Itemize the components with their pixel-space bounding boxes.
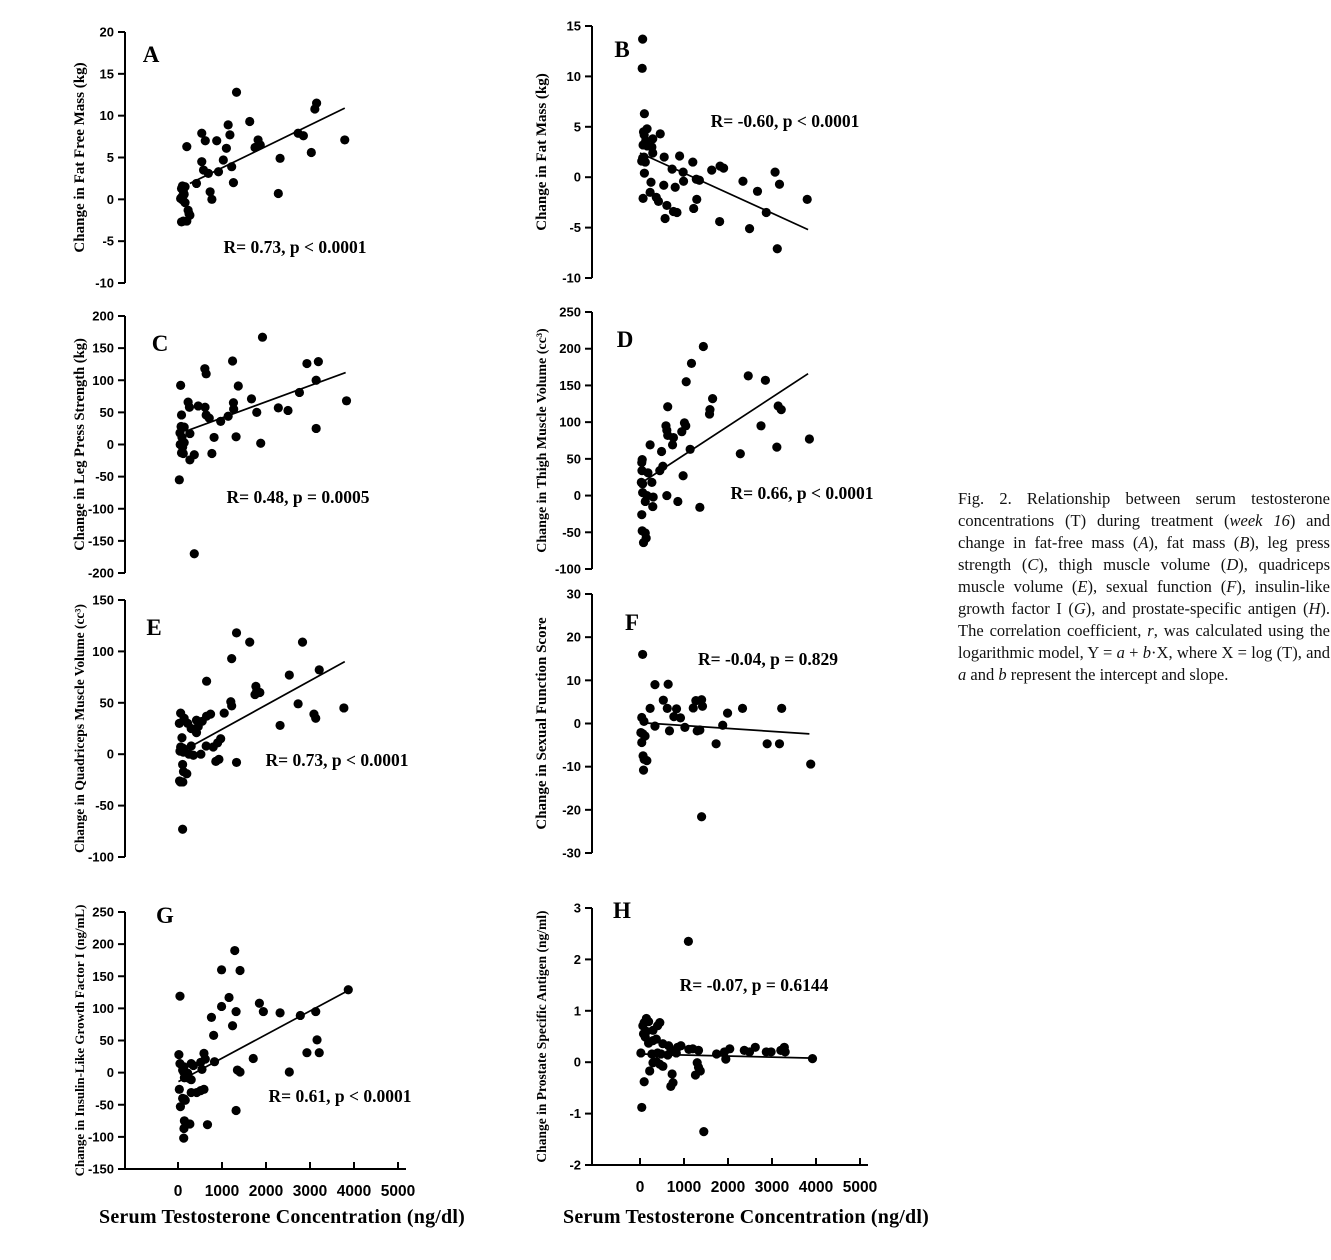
y-tick-label: 10 xyxy=(566,68,581,84)
scatter-panel-G xyxy=(58,875,508,1260)
panel-letter: H xyxy=(613,898,631,923)
y-tick-label: 5 xyxy=(573,119,581,135)
y-tick-label: -1 xyxy=(569,1106,581,1122)
y-axis-title: Change in Sexual Function Score xyxy=(534,617,550,830)
y-tick-label: -10 xyxy=(562,759,581,775)
correlation-annotation: R= 0.73, p < 0.0001 xyxy=(223,237,367,257)
y-tick-label: -20 xyxy=(562,802,581,818)
panel-B-content xyxy=(534,19,859,286)
correlation-annotation: R= -0.07, p = 0.6144 xyxy=(679,975,829,995)
panel-letter: E xyxy=(146,615,162,640)
x-tick-label: 5000 xyxy=(380,1183,416,1200)
y-tick-label: -5 xyxy=(102,233,114,249)
panel-G-content xyxy=(72,903,415,1200)
panel-letter: D xyxy=(616,327,634,352)
panel-A-content xyxy=(72,25,366,291)
panel-letter: G xyxy=(156,903,174,928)
x-tick-label: 4000 xyxy=(798,1179,834,1196)
y-tick-label: 0 xyxy=(106,746,114,762)
data-points xyxy=(637,35,812,254)
x-tick-label: 0 xyxy=(173,1183,183,1200)
y-tick-label: 15 xyxy=(99,66,114,82)
correlation-annotation: R= 0.48, p = 0.0005 xyxy=(226,487,370,507)
y-tick-label: 150 xyxy=(92,968,114,984)
y-tick-label: 250 xyxy=(92,904,114,920)
x-tick-label: 5000 xyxy=(842,1179,878,1196)
x-tick-label: 1000 xyxy=(666,1179,702,1196)
y-tick-label: 100 xyxy=(92,372,114,388)
y-tick-label: -100 xyxy=(87,849,114,865)
y-tick-label: 20 xyxy=(99,24,114,40)
data-points xyxy=(176,88,349,227)
scatter-panel-D xyxy=(520,300,970,590)
y-tick-label: 2 xyxy=(573,951,581,967)
panel-F-content xyxy=(534,587,838,861)
y-tick-label: 50 xyxy=(99,404,114,420)
data-points xyxy=(174,946,353,1143)
regression-line xyxy=(190,108,345,183)
y-tick-label: -50 xyxy=(95,469,114,485)
y-tick-label: 200 xyxy=(92,308,114,324)
correlation-annotation: R= 0.61, p < 0.0001 xyxy=(268,1086,412,1106)
panel-letter: B xyxy=(614,37,630,62)
y-axis-title: Change in Leg Press Strength (kg) xyxy=(72,338,88,551)
panel-D-content xyxy=(535,305,873,577)
y-tick-label: 15 xyxy=(566,18,581,34)
regression-line xyxy=(190,373,346,430)
y-tick-label: -30 xyxy=(562,845,581,861)
y-tick-label: -10 xyxy=(562,270,581,286)
y-tick-label: -100 xyxy=(554,561,581,577)
x-tick-label: 0 xyxy=(635,1179,645,1196)
correlation-annotation: R= -0.04, p = 0.829 xyxy=(697,649,839,669)
data-points xyxy=(175,333,351,559)
y-tick-label: 0 xyxy=(106,1065,114,1081)
y-tick-label: -100 xyxy=(87,1129,114,1145)
y-tick-label: -50 xyxy=(562,524,581,540)
panel-letter: C xyxy=(151,331,169,356)
y-tick-label: -2 xyxy=(569,1157,581,1173)
y-tick-label: 10 xyxy=(99,108,114,124)
y-tick-label: 0 xyxy=(573,716,581,731)
y-tick-label: 100 xyxy=(92,1000,114,1016)
x-axis-title-left-column: Serum Testosterone Concentration (ng/dl) xyxy=(99,1206,465,1228)
correlation-annotation: R= -0.60, p < 0.0001 xyxy=(710,111,860,131)
y-axis-title: Change in Thigh Muscle Volume (cc³) xyxy=(535,328,550,553)
x-tick-label: 3000 xyxy=(754,1179,790,1196)
y-tick-label: 250 xyxy=(559,304,581,320)
x-axis-title-right-column: Serum Testosterone Concentration (ng/dl) xyxy=(563,1206,929,1228)
panel-E-content xyxy=(72,593,408,865)
y-tick-label: 100 xyxy=(559,414,581,430)
y-tick-label: 10 xyxy=(566,672,581,688)
y-axis-title: Change in Quadriceps Muscle Volume (cc³) xyxy=(72,604,87,853)
y-tick-label: -50 xyxy=(95,1097,114,1113)
y-tick-label: -50 xyxy=(95,798,114,814)
x-tick-label: 3000 xyxy=(292,1183,328,1200)
y-tick-label: 100 xyxy=(92,643,114,659)
y-tick-label: 150 xyxy=(92,340,114,356)
y-axis-title: Change in Fat Free Mass (kg) xyxy=(72,62,88,253)
y-tick-label: 200 xyxy=(559,341,581,357)
correlation-annotation: R= 0.66, p < 0.0001 xyxy=(730,483,874,503)
y-tick-label: 150 xyxy=(92,592,114,608)
x-tick-label: 4000 xyxy=(336,1183,372,1200)
data-points xyxy=(636,650,815,822)
scatter-panel-B xyxy=(520,10,970,300)
y-tick-label: 5 xyxy=(106,150,114,165)
y-axis-title: Change in Fat Mass (kg) xyxy=(534,73,550,231)
data-points xyxy=(636,937,817,1136)
panel-H-content xyxy=(534,898,877,1196)
y-tick-label: 50 xyxy=(99,1033,114,1048)
scatter-panel-A xyxy=(58,10,508,300)
panel-letter: F xyxy=(624,610,640,635)
y-tick-label: -10 xyxy=(95,275,114,291)
y-tick-label: 150 xyxy=(559,377,581,393)
y-tick-label: 0 xyxy=(573,488,581,504)
y-tick-label: 50 xyxy=(566,451,581,467)
y-tick-label: 0 xyxy=(573,1054,581,1070)
y-tick-label: 0 xyxy=(106,437,114,452)
y-tick-label: 1 xyxy=(573,1003,581,1019)
figure-caption: Fig. 2. Relationship between serum testosterone concentrations (T) during treatment (week 16) and change in fat-free mass (A), fat mass (B), leg press strength (C), thigh muscle volume (D), quadriceps muscle volume (E), sexual function (F), insulin-like growth factor I (G), and prostate-specific antigen (H). The correlation coefficient, r, was calculated using the logarithmic model, Y = a + b·X, where X = log (T), and a and b represent the intercept and slope. xyxy=(958,489,1331,684)
y-tick-label: 200 xyxy=(92,936,114,952)
y-axis-title: Change in Prostate Specific Antigen (ng/ml) xyxy=(534,910,549,1163)
scatter-panel-H xyxy=(520,875,970,1260)
data-points xyxy=(175,628,349,834)
x-tick-label: 1000 xyxy=(204,1183,240,1200)
x-tick-label: 2000 xyxy=(710,1179,746,1196)
y-tick-label: -150 xyxy=(87,1161,114,1177)
correlation-annotation: R= 0.73, p < 0.0001 xyxy=(265,750,409,770)
y-axis-title: Change in Insulin-Like Growth Factor I (ng/mL) xyxy=(72,904,87,1177)
y-tick-label: 0 xyxy=(573,169,581,185)
regression-line xyxy=(192,662,345,746)
y-tick-label: 20 xyxy=(566,629,581,645)
y-tick-label: -200 xyxy=(87,565,114,581)
scatter-panel-F xyxy=(520,585,970,875)
data-points xyxy=(637,342,814,547)
y-tick-label: -5 xyxy=(569,220,581,236)
scatter-panel-C xyxy=(58,300,508,590)
panel-C-content xyxy=(72,309,370,581)
panel-letter: A xyxy=(142,42,160,67)
y-tick-label: -150 xyxy=(87,533,114,549)
y-tick-label: 0 xyxy=(106,191,114,207)
scatter-panel-E xyxy=(58,585,508,875)
y-tick-label: 30 xyxy=(566,586,581,602)
y-tick-label: 3 xyxy=(573,900,581,916)
y-tick-label: -100 xyxy=(87,501,114,517)
x-tick-label: 2000 xyxy=(248,1183,284,1200)
y-tick-label: 50 xyxy=(99,695,114,711)
